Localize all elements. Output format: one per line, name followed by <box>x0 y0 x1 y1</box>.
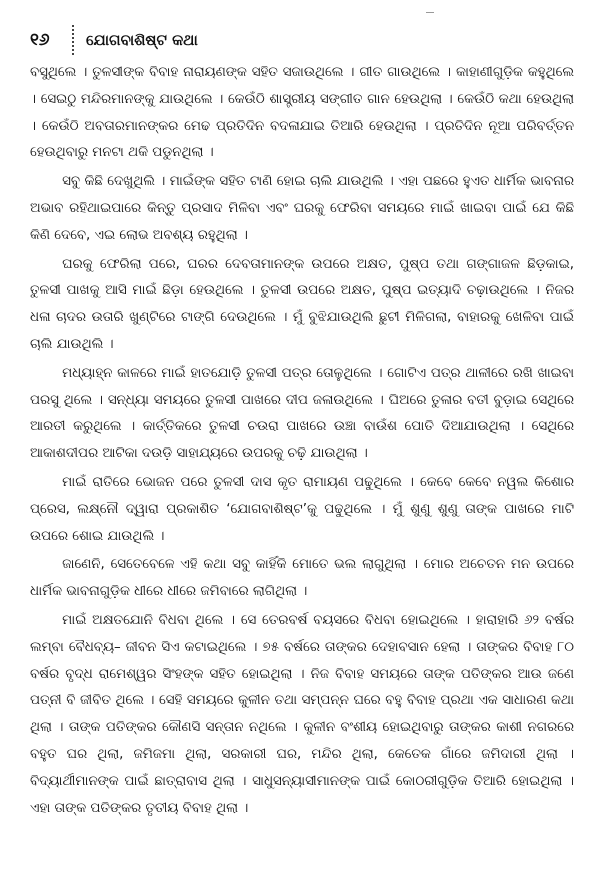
paragraph-1: ବସୁଥିଲେ । ତୁଳସୀଙ୍କ ବିବାହ ନାରାୟଣଙ୍କ ସହିତ ସଜାଉଥିଲେ । ଗୀତ ଗାଉଥିଲେ । କାହାଣୀଗୁଡ଼ିକ କହୁଥିଲେ । ସେଇଠୁ ମନ୍ଦିରମାନଙ୍କୁ ଯାଉଥିଲେ । କେଉଁଠି ଶାସ୍ତ୍ରୀୟ ସଙ୍ଗୀତ ଗାନ ହେଉଥିଲା । କେଉଁଠି କଥା ହେଉଥିଲା । କେଉଁଠି ଅବତାରମାନଙ୍କର ମେଢ ପ୍ରତିଦିନ ବଦଳାଯାଇ ତିଆରି ହେଉଥିଲା । ପ୍ରତିଦିନ ନୂଆ ପରିବର୍ତ୍ତନ ହେଉଥିବାରୁ ମନଟା ଥକି ପଡୁନଥିଲା । <box>30 65 574 161</box>
paragraph-4: ମଧ୍ୟାହ୍ନ କାଳରେ ମାଇଁ ହାତଯୋଡ଼ି ତୁଳସୀ ପତ୍ର ତୋଳୁଥିଲେ । ଗୋଟିଏ ପତ୍ର ଥାଳୀରେ ରଖି ଖାଇବା ପରସୁ ଥିଲେ । ସନ୍ଧ୍ୟା ସମୟରେ ତୁଳସୀ ପାଖରେ ଦୀପ ଜଳାଉଥିଲେ । ଘିଅରେ ତୁଳାର ବତୀ ବୁଡ଼ାଇ ସେଥିରେ ଆରତୀ କରୁଥିଲେ । କାର୍ତ୍ତିକରେ ତୁଳସୀ ଚଉରା ପାଖରେ ଉଞ୍ଚା ବାଉଁଶ ପୋତି ଦିଆଯାଉଥିଲା । ସେଥିରେ ଆକାଶଦୀପର ଆଟିକା ଦଉଡ଼ି ସାହାଯ୍ୟରେ ଉପରକୁ ଚଢ଼ି ଯାଉଥିଲା । <box>30 365 574 462</box>
paragraph-3: ଘରକୁ ଫେରିଲା ପରେ, ଘରର ଦେବତାମାନଙ୍କ ଉପରେ ଅକ୍ଷତ, ପୁଷ୍ପ ତଥା ଗଙ୍ଗାଜଳ ଛିଡ଼କାଇ, ତୁଳସୀ ପାଖକୁ ଆସି ମାଇଁ ଛିଡ଼ା ହେଉଥିଲେ । ତୁଳସୀ ଉପରେ ଅକ୍ଷତ, ପୁଷ୍ପ ଇତ୍ୟାଦି ଚଢ଼ାଉଥିଲେ । ନିଜର ଧଳା ଚାଦର ଉତାରି ଖୁଣ୍ଟିରେ ଟାଙ୍ଗି ଦେଉଥିଲେ । ମୁଁ ବୁଝିଯାଉଥିଲି ଛୁଟୀ ମିଳିଗଲା, ବାହାରକୁ ଖେଳିବା ପାଇଁ ଚାଲି ଯାଉଥିଲି । <box>30 256 574 352</box>
paragraph-6: ଜାଣେନି, ସେତେବେଳେ ଏହି କଥା ସବୁ କାହିଁକି ମୋତେ ଭଲ ଲାଗୁଥିଲା । ମୋର ଅଚେତନ ମନ ଉପରେ ଧାର୍ମିକ ଭାବନାଗୁଡ଼ିକ ଧୀରେ ଧୀରେ ଜମିବାରେ ଲାଗିଥିଲା । <box>30 557 574 600</box>
running-title: ଯୋଗବାଶିଷ୍ଟ କଥା <box>86 31 198 49</box>
body-text <box>30 60 574 824</box>
page-number: ୧୬ <box>30 30 50 50</box>
header-divider <box>72 25 74 55</box>
paragraph-5: ମାଇଁ ରାତିରେ ଭୋଜନ ପରେ ତୁଳସୀ ଦାସ କୃତ ରାମାୟଣ ପଢୁଥିଲେ । କେବେ କେବେ ନୱଲ କିଶୋର ପ୍ରେସ, ଲକ୍ଷ୍ନୌ ଦ୍ୱାରା ପ୍ରକାଶିତ ‘ଯୋଗବାଶିଷ୍ଟ’କୁ ପଢୁଥିଲେ । ମୁଁ ଶୁଣୁ ଶୁଣୁ ତାଙ୍କ ପାଖରେ ମାଟି ଉପରେ ଶୋଇ ଯାଉଥିଲି । <box>30 474 574 544</box>
page-header <box>30 22 570 58</box>
paragraph-7: ମାଇଁ ଅକ୍ଷତଯୋନି ବିଧବା ଥିଲେ । ସେ ତେରବର୍ଷ ବୟସରେ ବିଧବା ହୋଇଥିଲେ । ହାରାହାରି ୬୨ ବର୍ଷର ଲମ୍ବା ବୈଧବ୍ୟ– ଜୀବନ ସିଏ କଟାଇଥିଲେ । ୭୫ ବର୍ଷରେ ତାଙ୍କର ଦେହାବସାନ ହେଲା । ତାଙ୍କର ବିବାହ ୮୦ ବର୍ଷର ବୃଦ୍ଧ ରାମେଶ୍ୱର ସିଂହଙ୍କ ସହିତ ହୋଇଥିଲା । ନିଜ ବିବାହ ସମୟରେ ତାଙ୍କ ପତିଙ୍କର ଆଉ ଜଣେ ପତ୍ନୀ ବି ଜୀବିତ ଥିଲେ । ସେହି ସମୟରେ କୁଳୀନ ତଥା ସମ୍ପନ୍ନ ଘରେ ବହୁ ବିବାହ ପ୍ରଥା ଏକ ସାଧାରଣ କଥା ଥିଲା । ତାଙ୍କ ପତିଙ୍କର କୌଣସି ସନ୍ତାନ ନଥିଲେ । କୁଳୀନ ବଂଶୀୟ ହୋଇଥିବାରୁ ତାଙ୍କର କାଶୀ ନଗରରେ ବହୁତ ଘର ଥିଲା, ଜମିଜମା ଥିଲା, ସରକାରୀ ଘର, ମନ୍ଦିର ଥିଲା, କେତେକ ଗାଁରେ ଜମିଦାରୀ ଥିଲା । ବିଦ୍ୟାର୍ଥୀମାନଙ୍କ ପାଇଁ ଛାତ୍ରାବାସ ଥିଲା । ସାଧୁସନ୍ୟାସୀମାନଙ୍କ ପାଇଁ କୋଠରୀଗୁଡ଼ିକ ତିଆରି ହୋଇଥିଲା । ଏହା ତାଙ୍କ ପତିଙ୍କର ତୃତୀୟ ବିବାହ ଥିଲା । <box>30 612 574 816</box>
scan-mark <box>426 12 434 13</box>
paragraph-2: ସବୁ କିଛି ଦେଖୁଥିଲି । ମାଇଁଙ୍କ ସହିତ ଟାଣି ହୋଇ ଚାଲି ଯାଉଥିଲି । ଏହା ପଛରେ ହୁଏତ ଧାର୍ମିକ ଭାବନାର ଅଭାବ ରହିଥାଇପାରେ କିନ୍ତୁ ପ୍ରସାଦ ମିଳିବା ଏବଂ ଘରକୁ ଫେରିବା ସମୟରେ ମାଇଁ ଖାଇବା ପାଇଁ ଯେ କିଛି କିଣି ଦେବେ, ଏଇ ଲୋଭ ଅବଶ୍ୟ ରହୁଥିଲା । <box>30 174 574 243</box>
